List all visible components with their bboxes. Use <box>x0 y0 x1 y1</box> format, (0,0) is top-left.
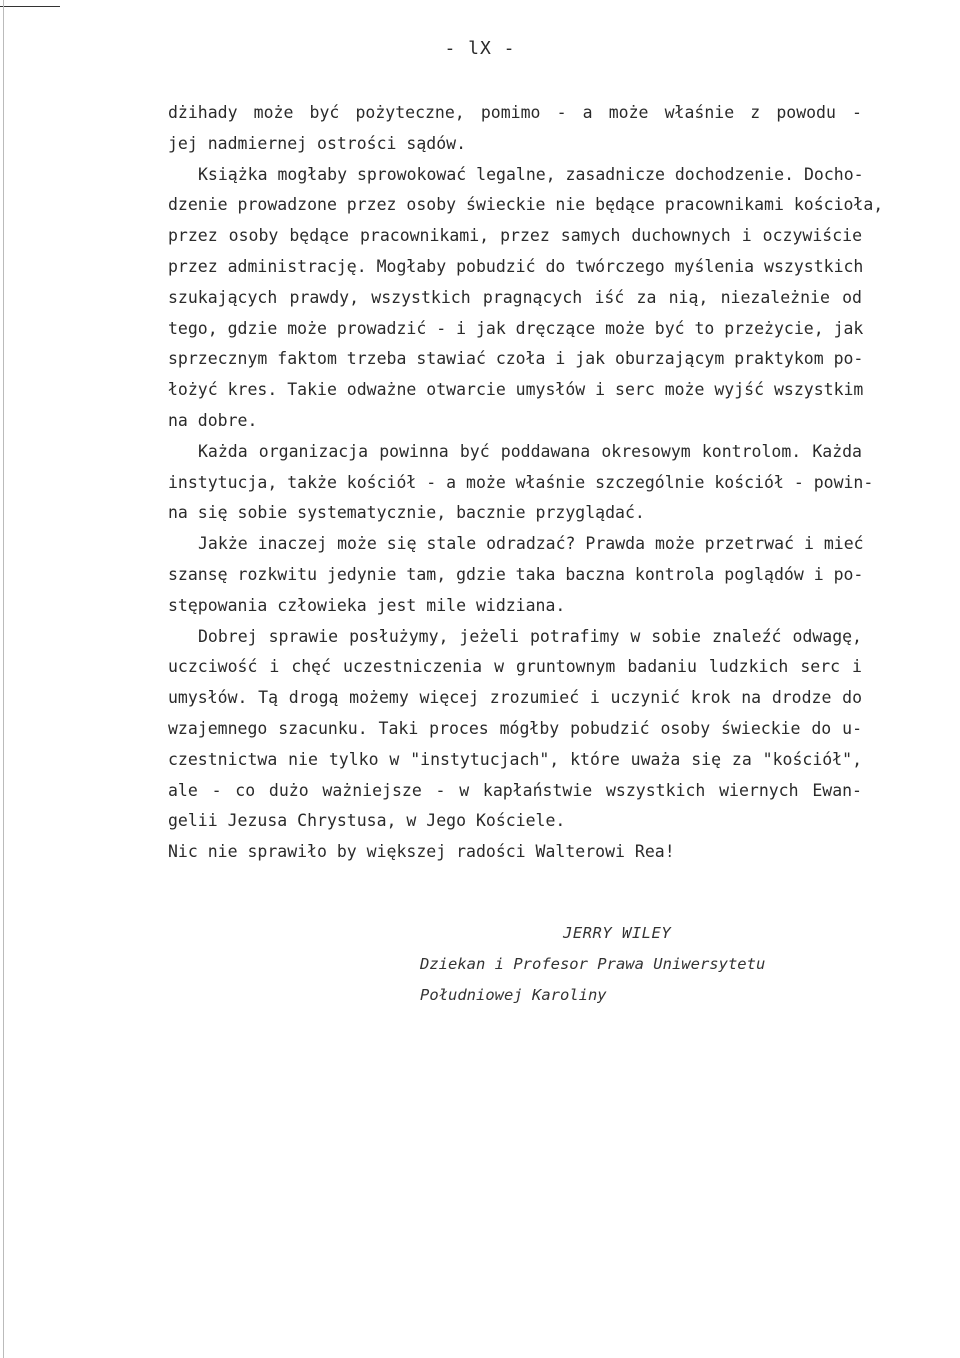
signature-block <box>420 918 765 1011</box>
text-line: przez osoby będące pracownikami, przez samych duchownych i oczywiście <box>168 226 862 246</box>
text-line: czestnictwa nie tylko w "instytucjach", które uważa się za "kościół", <box>168 749 862 769</box>
signature-title-line: Dziekan i Profesor Prawa Uniwersytetu <box>420 955 766 973</box>
text-line: stępowania człowieka jest mile widziana. <box>168 595 566 615</box>
paragraph <box>168 98 862 160</box>
page-edge <box>3 0 4 1358</box>
text-line: na dobre. <box>168 410 258 430</box>
text-line: dżihady może być pożyteczne, pomimo - a może właśnie z powodu - <box>168 103 862 122</box>
text-line: Jakże inaczej może się stale odradzać? Prawda może przetrwać i mieć <box>198 534 864 554</box>
text-line: szansę rozkwitu jedynie tam, gdzie taka baczna kontrola poglądów i po- <box>168 564 864 584</box>
signature-name: JERRY WILEY <box>563 924 672 942</box>
text-line: na się sobie systematycznie, bacznie przyglądać. <box>168 503 645 523</box>
text-line: Nic nie sprawiło by większej radości Walterowi Rea! <box>168 842 675 862</box>
paragraph <box>168 437 874 529</box>
text-line: gelii Jezusa Chrystusa, w Jego Kościele. <box>168 811 566 831</box>
text-line: ale - co dużo ważniejsze - w kapłaństwie wszystkich wiernych Ewan- <box>168 780 862 800</box>
text-line: szukających prawdy, wszystkich pragnących iść za nią, niezależnie od <box>168 287 862 307</box>
page-number: - lX - <box>444 38 516 59</box>
paragraph <box>168 160 884 437</box>
paragraph <box>168 622 862 838</box>
text-line: wzajemnego szacunku. Taki proces mógłby pobudzić osoby świeckie do u- <box>168 718 862 738</box>
text-line: przez administrację. Mogłaby pobudzić do twórczego myślenia wszystkich <box>168 256 864 276</box>
text-line: jej nadmiernej ostrości sądów. <box>168 133 467 153</box>
text-line: Każda organizacja powinna być poddawana okresowym kontrolom. Każda <box>198 441 862 461</box>
body-text <box>168 98 884 868</box>
paragraph <box>168 529 862 621</box>
corner-rule <box>0 6 60 7</box>
text-line: uczciwość i chęć uczestniczenia w gruntownym badaniu ludzkich serc i <box>168 657 862 677</box>
text-line: łożyć kres. Takie odważne otwarcie umysłów i serc może wyjść wszystkim <box>168 380 864 400</box>
signature-title-line: Południowej Karoliny <box>420 986 607 1004</box>
text-line: instytucja, także kościół - a może właśnie szczególnie kościół - powin- <box>168 472 874 492</box>
text-line: Dobrej sprawie posłużymy, jeżeli potrafimy w sobie znaleźć odwagę, <box>198 626 862 646</box>
paragraph <box>168 837 862 868</box>
text-line: tego, gdzie może prowadzić - i jak dręczące może być to przeżycie, jak <box>168 318 864 338</box>
text-line: sprzecznym faktom trzeba stawiać czoła i jak oburzającym praktykom po- <box>168 349 864 369</box>
text-line: dzenie prowadzone przez osoby świeckie nie będące pracownikami kościoła, <box>168 195 884 215</box>
text-line: Książka mogłaby sprowokować legalne, zasadnicze dochodzenie. Docho- <box>198 164 864 184</box>
text-line: umysłów. Tą drogą możemy więcej zrozumieć i uczynić krok na drodze do <box>168 688 862 708</box>
